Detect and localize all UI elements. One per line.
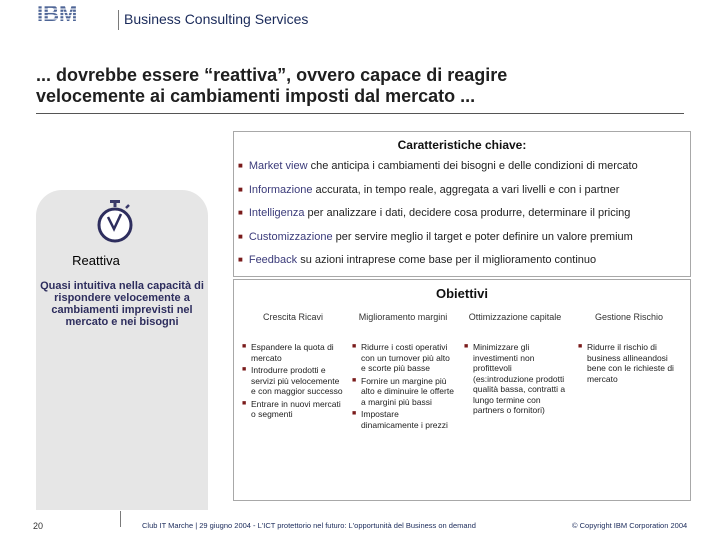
bullet-icon: ■ xyxy=(242,366,247,373)
characteristics-box xyxy=(233,131,691,277)
header-bar xyxy=(0,0,720,30)
stopwatch-icon xyxy=(96,200,134,244)
characteristic-keyword: Market view xyxy=(248,160,308,172)
characteristic-keyword: Customizzazione xyxy=(248,230,333,243)
objective-text: Minimizzare gli investimenti non profittevoli (es:introduzione prodotti qualità bassa, contratti a lungo termine con partners o fornitori) xyxy=(473,342,566,415)
objectives-box xyxy=(233,279,691,501)
objective-column-margini xyxy=(352,312,454,432)
list-item xyxy=(242,399,344,420)
bullet-icon: ■ xyxy=(238,255,243,264)
characteristic-keyword: Feedback xyxy=(248,254,298,266)
objective-text: Entrare in nuovi mercati o segmenti xyxy=(251,398,341,419)
page-title xyxy=(36,65,696,107)
list-item xyxy=(242,365,344,397)
objectives-title: Obiettivi xyxy=(435,286,488,301)
ibm-logo-text: IBM xyxy=(37,3,78,23)
list-item xyxy=(352,342,454,374)
copyright: © Copyright IBM Corporation 2004 xyxy=(572,521,688,530)
objective-text: Espandere la quota di mercato xyxy=(251,342,334,363)
list-item xyxy=(352,409,454,430)
list-item xyxy=(464,342,566,416)
page-title-line-1: ... dovrebbe essere “reattiva”, ovvero capace di reagire xyxy=(36,65,508,85)
characteristics-list xyxy=(238,160,686,278)
bullet-icon: ■ xyxy=(352,343,357,350)
list-item xyxy=(242,342,344,363)
reattiva-label: Reattiva xyxy=(72,253,120,268)
characteristic-keyword: Informazione xyxy=(248,183,313,196)
list-item xyxy=(238,207,686,231)
objective-heading: Gestione Rischio xyxy=(594,312,664,322)
bullet-icon: ■ xyxy=(352,376,357,384)
objective-list xyxy=(242,342,344,420)
list-item xyxy=(238,184,686,208)
objective-column-rischio xyxy=(578,312,680,386)
list-item xyxy=(352,376,454,408)
bullet-icon: ■ xyxy=(238,208,243,217)
ibm-logo-icon xyxy=(36,3,90,23)
objective-heading: Miglioramento margini xyxy=(358,312,448,322)
bullet-icon: ■ xyxy=(578,343,583,350)
characteristics-title: Caratteristiche chiave: xyxy=(397,138,527,152)
objective-text: Ridurre il rischio di business allineandosi bene con le richieste di mercato xyxy=(587,342,674,384)
characteristic-keyword: Intelligenza xyxy=(248,207,305,219)
list-item xyxy=(238,254,686,278)
bullet-icon: ■ xyxy=(242,399,247,407)
ibm-logo-bg xyxy=(36,3,90,23)
objective-text: Ridurre i costi operativi con un turnover più alto e scorte più basse xyxy=(361,342,450,373)
characteristic-text: su azioni intraprese come base per il miglioramento continuo xyxy=(297,254,597,266)
objective-text: Fornire un margine più alto e diminuire le offerte a margini più bassi xyxy=(361,375,454,407)
bullet-icon: ■ xyxy=(352,410,357,417)
bullet-icon: ■ xyxy=(464,343,469,350)
characteristic-text: per servire meglio il target e poter definire un valore premium xyxy=(332,230,633,243)
objective-list xyxy=(578,342,680,384)
bullet-icon: ■ xyxy=(242,343,247,350)
objective-column-capitale xyxy=(464,312,566,418)
objective-heading: Crescita Ricavi xyxy=(262,312,323,322)
bullet-icon: ■ xyxy=(238,161,243,170)
reattiva-description: Quasi intuitiva nella capacità di rispondere velocemente a cambiamenti imprevisti nel mercato e nei bisogni xyxy=(40,280,204,328)
division-label: Business Consulting Services xyxy=(124,11,309,27)
bullet-icon: ■ xyxy=(238,231,243,241)
characteristic-text: che anticipa i cambiamenti dei bisogni e delle condizioni di mercato xyxy=(307,160,638,172)
page-number: 20 xyxy=(33,521,44,531)
footer-divider xyxy=(120,511,121,527)
list-item xyxy=(238,231,686,255)
list-item xyxy=(238,160,686,184)
reattiva-card xyxy=(36,190,208,510)
page-title-line-2: velocemente ai cambiamenti imposti dal mercato ... xyxy=(36,86,476,106)
title-divider xyxy=(36,113,684,114)
list-item xyxy=(578,342,680,384)
footer-text: Club IT Marche | 29 giugno 2004 - L'ICT protettorio nel futuro: L'opportunità del Business on demand xyxy=(142,521,476,530)
objective-list xyxy=(352,342,454,430)
objective-text: Impostare dinamicamente i prezzi xyxy=(361,409,448,430)
objective-heading: Ottimizzazione capitale xyxy=(468,312,562,322)
characteristic-text: per analizzare i dati, decidere cosa produrre, determinare il pricing xyxy=(304,207,631,219)
objective-column-crescita xyxy=(242,312,344,422)
header-divider xyxy=(118,10,119,30)
bullet-icon: ■ xyxy=(238,184,243,194)
objective-list xyxy=(464,342,566,416)
characteristic-text: accurata, in tempo reale, aggregata a vari livelli e con i partner xyxy=(312,183,620,196)
objective-text: Introdurre prodotti e servizi più velocemente e con maggior successo xyxy=(251,365,343,396)
